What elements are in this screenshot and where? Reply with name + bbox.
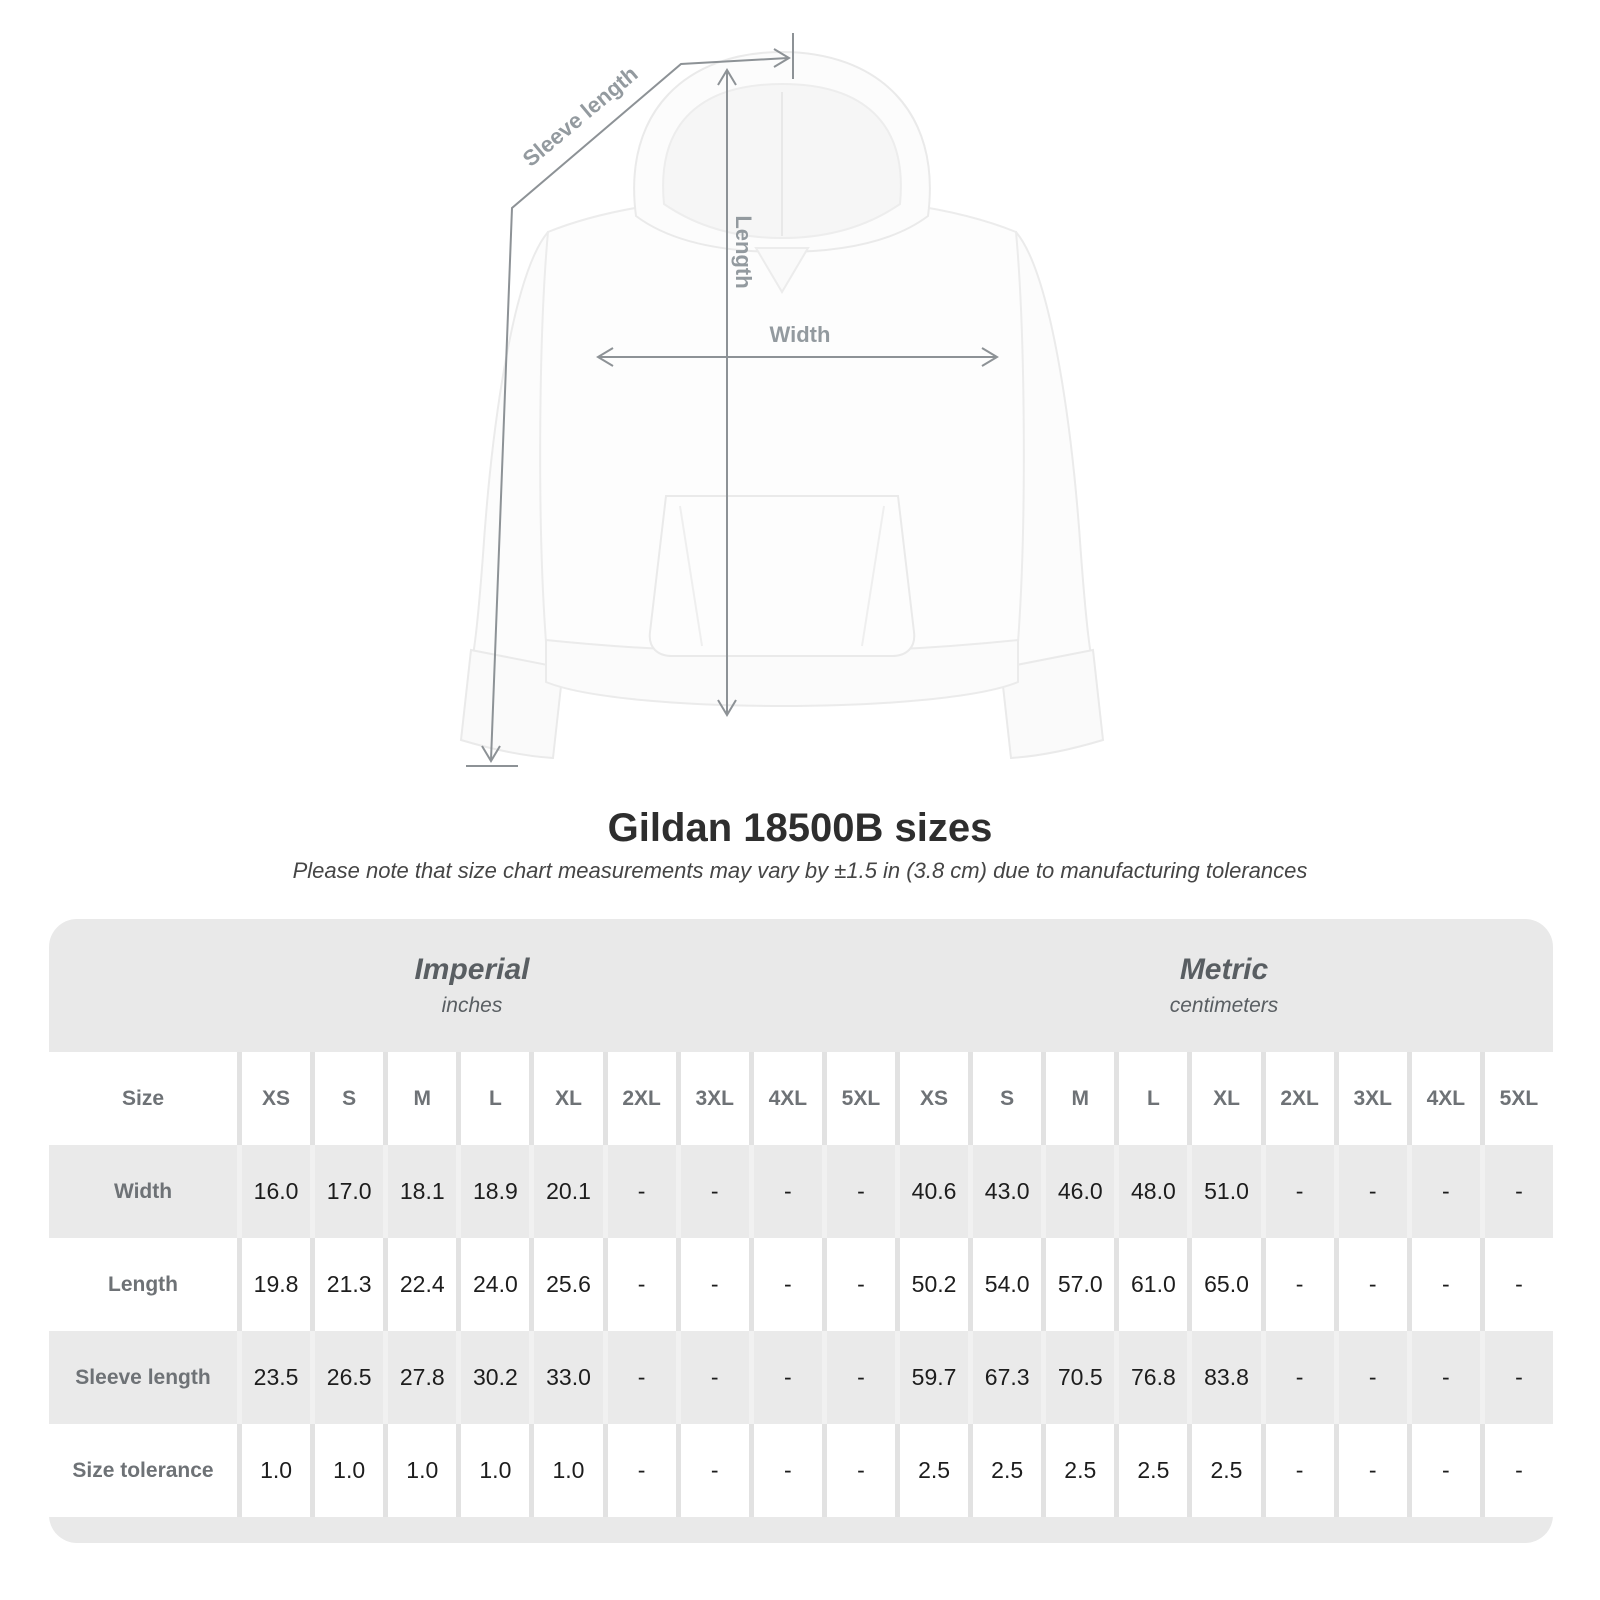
table-cell: 30.2 <box>456 1331 529 1424</box>
size-column-header: XL <box>1187 1052 1260 1145</box>
table-cell: 18.9 <box>456 1145 529 1238</box>
page-title: Gildan 18500B sizes <box>607 806 993 850</box>
table-cell: - <box>676 1145 749 1238</box>
table-cell: - <box>1334 1424 1407 1517</box>
size-column-header: 3XL <box>1334 1052 1407 1145</box>
table-cell: - <box>603 1424 676 1517</box>
hoodie-pocket <box>650 496 915 656</box>
table-cell: 54.0 <box>968 1238 1041 1331</box>
table-cell: - <box>749 1424 822 1517</box>
table-cell: 2.5 <box>1187 1424 1260 1517</box>
table-cell: - <box>1480 1331 1553 1424</box>
table-row <box>49 1424 1553 1517</box>
size-column-header: 4XL <box>1407 1052 1480 1145</box>
size-column-header: 5XL <box>822 1052 895 1145</box>
size-column-header: XL <box>529 1052 602 1145</box>
table-cell: 17.0 <box>310 1145 383 1238</box>
table-cell: - <box>676 1331 749 1424</box>
imperial-sublabel: inches <box>441 994 503 1017</box>
row-label: Size tolerance <box>49 1424 237 1517</box>
table-cell: - <box>1261 1238 1334 1331</box>
table-cell: - <box>822 1331 895 1424</box>
size-column-header: XS <box>237 1052 310 1145</box>
table-row <box>49 1238 1553 1331</box>
table-cell: 1.0 <box>237 1424 310 1517</box>
table-cell: 18.1 <box>383 1145 456 1238</box>
size-header-label: Size <box>49 1052 237 1145</box>
table-cell: 21.3 <box>310 1238 383 1331</box>
table-cell: - <box>1261 1331 1334 1424</box>
table-cell: 70.5 <box>1041 1331 1114 1424</box>
table-cell: - <box>603 1238 676 1331</box>
row-label: Sleeve length <box>49 1331 237 1424</box>
table-cell: - <box>822 1145 895 1238</box>
sleeve-length-label: Sleeve length <box>517 61 643 172</box>
size-column-header: 3XL <box>676 1052 749 1145</box>
table-cell: - <box>676 1424 749 1517</box>
size-column-header: L <box>1114 1052 1187 1145</box>
table-cell: - <box>1407 1145 1480 1238</box>
table-cell: 67.3 <box>968 1331 1041 1424</box>
table-cell: - <box>1407 1424 1480 1517</box>
table-cell: - <box>822 1424 895 1517</box>
size-column-header: L <box>456 1052 529 1145</box>
table-cell: 1.0 <box>310 1424 383 1517</box>
table-cell: - <box>603 1145 676 1238</box>
table-cell: 2.5 <box>1041 1424 1114 1517</box>
size-column-header: S <box>968 1052 1041 1145</box>
table-cell: 46.0 <box>1041 1145 1114 1238</box>
size-table-body <box>49 1052 1553 1517</box>
table-cell: 57.0 <box>1041 1238 1114 1331</box>
size-column-header: 5XL <box>1480 1052 1553 1145</box>
table-cell: 23.5 <box>237 1331 310 1424</box>
table-cell: 65.0 <box>1187 1238 1260 1331</box>
table-row <box>49 1145 1553 1238</box>
imperial-section-header <box>49 919 895 1052</box>
table-cell: 51.0 <box>1187 1145 1260 1238</box>
metric-sublabel: centimeters <box>1169 994 1279 1017</box>
size-column-header: XS <box>895 1052 968 1145</box>
table-cell: 76.8 <box>1114 1331 1187 1424</box>
table-cell: 83.8 <box>1187 1331 1260 1424</box>
table-cell: - <box>1480 1145 1553 1238</box>
table-cell: - <box>1261 1145 1334 1238</box>
width-label: Width <box>769 322 831 347</box>
imperial-label: Imperial <box>414 953 530 986</box>
size-column-header: 2XL <box>603 1052 676 1145</box>
table-header-row <box>49 1052 1553 1145</box>
table-cell: 2.5 <box>895 1424 968 1517</box>
table-cell: - <box>1480 1424 1553 1517</box>
size-table <box>49 919 1553 1543</box>
table-cell: - <box>1334 1238 1407 1331</box>
table-cell: 43.0 <box>968 1145 1041 1238</box>
table-cell: 1.0 <box>456 1424 529 1517</box>
table-cell: - <box>749 1145 822 1238</box>
metric-section-header <box>895 919 1553 1052</box>
size-column-header: M <box>383 1052 456 1145</box>
table-cell: - <box>1334 1145 1407 1238</box>
row-label: Width <box>49 1145 237 1238</box>
table-cell: 2.5 <box>968 1424 1041 1517</box>
table-cell: 19.8 <box>237 1238 310 1331</box>
table-cell: - <box>1407 1238 1480 1331</box>
table-cell: - <box>1261 1424 1334 1517</box>
table-cell: 48.0 <box>1114 1145 1187 1238</box>
table-row <box>49 1331 1553 1424</box>
table-cell: 1.0 <box>529 1424 602 1517</box>
row-label: Length <box>49 1238 237 1331</box>
table-cell: - <box>1480 1238 1553 1331</box>
table-cell: - <box>822 1238 895 1331</box>
table-cell: - <box>603 1331 676 1424</box>
table-cell: 2.5 <box>1114 1424 1187 1517</box>
table-cell: - <box>1334 1331 1407 1424</box>
table-cell: 27.8 <box>383 1331 456 1424</box>
unit-header-band <box>49 919 1553 1052</box>
size-column-header: S <box>310 1052 383 1145</box>
size-column-header: 2XL <box>1261 1052 1334 1145</box>
tolerance-note: Please note that size chart measurements may vary by ±1.5 in (3.8 cm) due to manufacturing tolerances <box>292 858 1308 883</box>
table-cell: 25.6 <box>529 1238 602 1331</box>
table-cell: 24.0 <box>456 1238 529 1331</box>
table-cell: 1.0 <box>383 1424 456 1517</box>
table-cell: 61.0 <box>1114 1238 1187 1331</box>
metric-label: Metric <box>1179 953 1269 986</box>
table-cell: - <box>749 1331 822 1424</box>
table-cell: 20.1 <box>529 1145 602 1238</box>
size-column-header: M <box>1041 1052 1114 1145</box>
table-cell: 33.0 <box>529 1331 602 1424</box>
table-cell: - <box>676 1238 749 1331</box>
table-cell: 26.5 <box>310 1331 383 1424</box>
length-label: Length <box>731 215 756 289</box>
table-cell: 59.7 <box>895 1331 968 1424</box>
size-column-header: 4XL <box>749 1052 822 1145</box>
table-cell: - <box>749 1238 822 1331</box>
table-cell: - <box>1407 1331 1480 1424</box>
table-cell: 16.0 <box>237 1145 310 1238</box>
table-cell: 22.4 <box>383 1238 456 1331</box>
table-cell: 40.6 <box>895 1145 968 1238</box>
table-cell: 50.2 <box>895 1238 968 1331</box>
